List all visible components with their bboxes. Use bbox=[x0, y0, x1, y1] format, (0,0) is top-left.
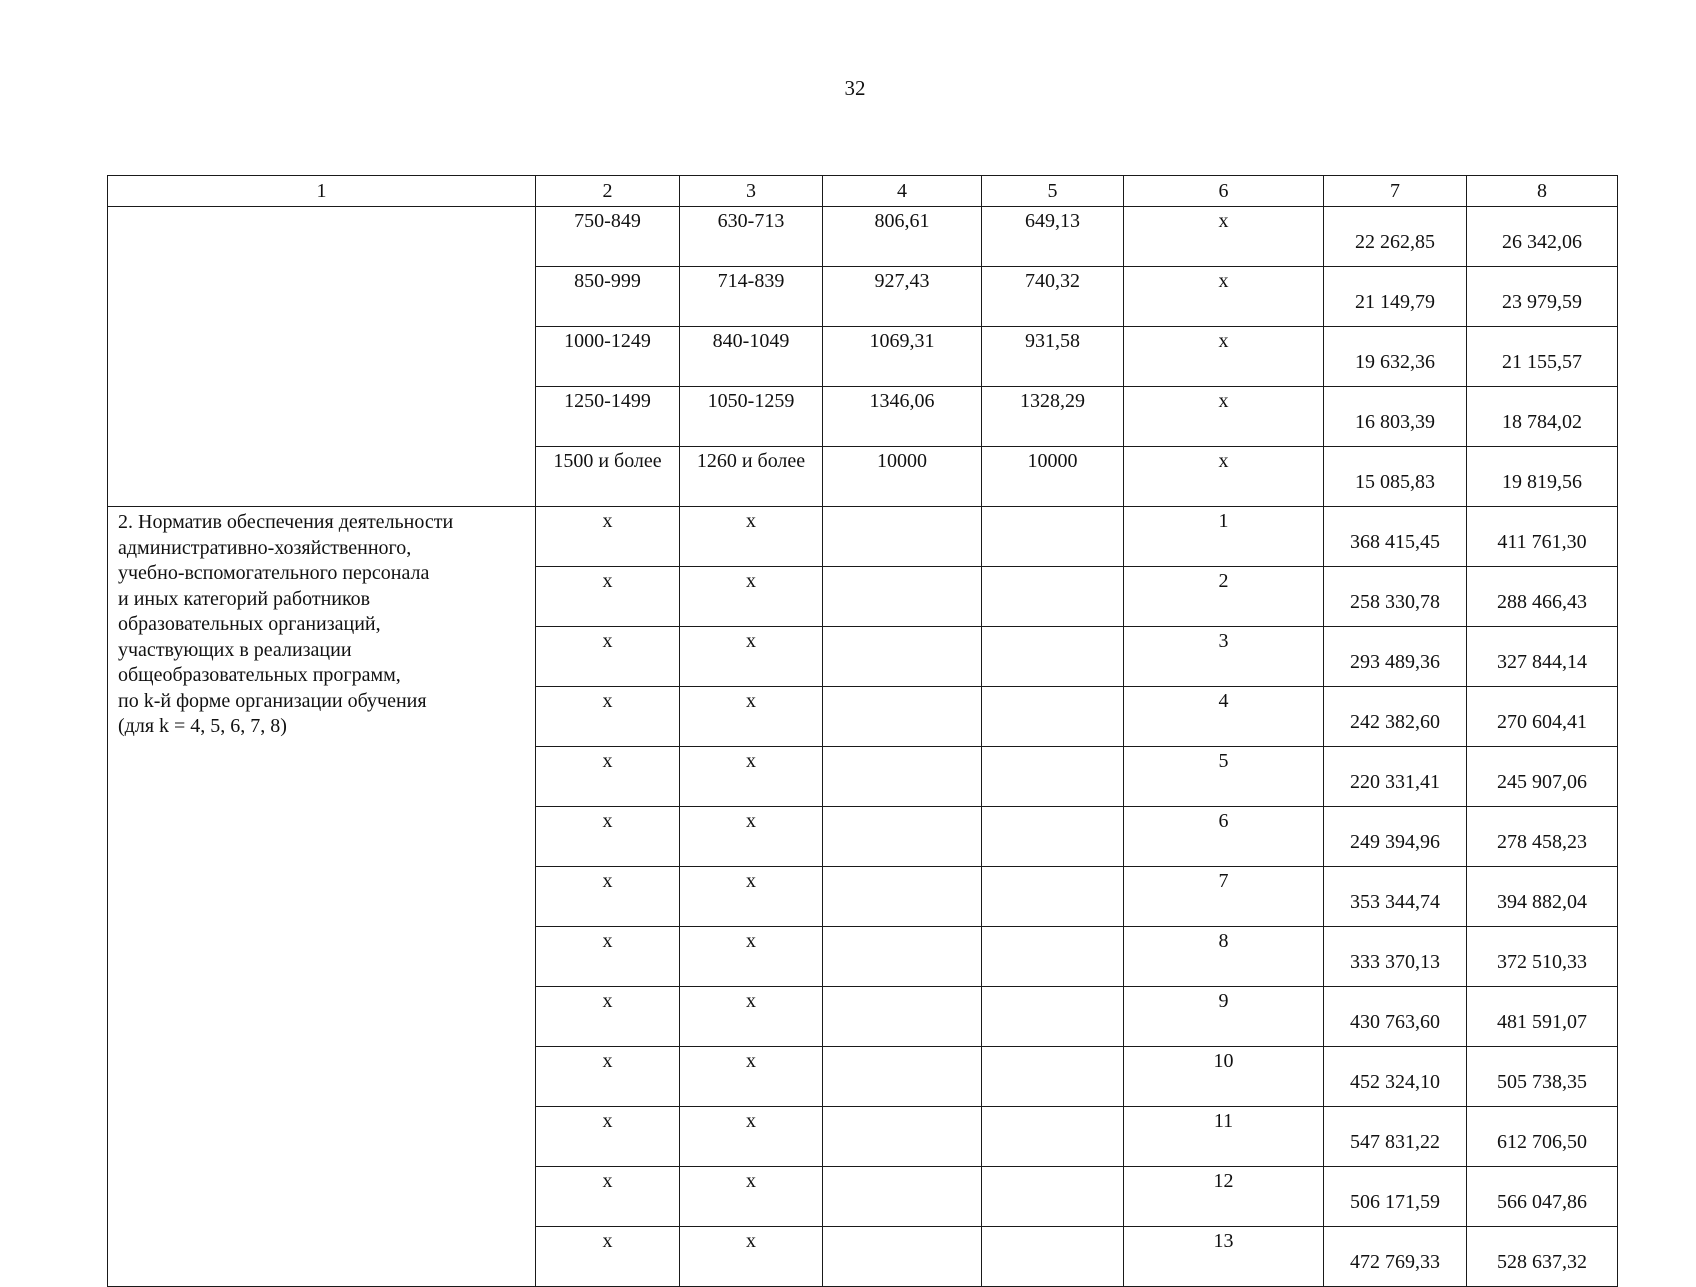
table-cell-col7: 452 324,10 bbox=[1324, 1047, 1467, 1107]
table-cell-col2: 1250-1499 bbox=[536, 387, 680, 447]
table-cell-col3: x bbox=[680, 987, 823, 1047]
table-cell-col7: 547 831,22 bbox=[1324, 1107, 1467, 1167]
table-cell-col4 bbox=[823, 1047, 982, 1107]
table-cell-col2: x bbox=[536, 507, 680, 567]
group2-label-line: 2. Норматив обеспечения деятельности bbox=[118, 511, 454, 533]
table-cell-col8: 26 342,06 bbox=[1467, 207, 1618, 267]
table-cell-col6: x bbox=[1124, 207, 1324, 267]
table-cell-col3: x bbox=[680, 747, 823, 807]
table-cell-col4 bbox=[823, 507, 982, 567]
table-cell-col4 bbox=[823, 627, 982, 687]
table-cell-col8: 372 510,33 bbox=[1467, 927, 1618, 987]
table-cell-col4 bbox=[823, 747, 982, 807]
table-cell-col6: 9 bbox=[1124, 987, 1324, 1047]
table-cell-col5: 649,13 bbox=[982, 207, 1124, 267]
table-cell-col3: 630-713 bbox=[680, 207, 823, 267]
table-cell-col4 bbox=[823, 807, 982, 867]
column-header-8: 8 bbox=[1467, 176, 1618, 207]
table-cell-col4: 927,43 bbox=[823, 267, 982, 327]
table-cell-col6: x bbox=[1124, 447, 1324, 507]
table-cell-col5: 931,58 bbox=[982, 327, 1124, 387]
table-cell-col5 bbox=[982, 567, 1124, 627]
table-cell-col4 bbox=[823, 927, 982, 987]
table-cell-col2: x bbox=[536, 687, 680, 747]
table-cell-col2: x bbox=[536, 807, 680, 867]
table-header-row bbox=[108, 176, 1618, 207]
table-cell-col6: 10 bbox=[1124, 1047, 1324, 1107]
table-cell-col2: x bbox=[536, 867, 680, 927]
table-cell-col8: 18 784,02 bbox=[1467, 387, 1618, 447]
table-cell-col2: x bbox=[536, 567, 680, 627]
table-cell-col4: 1069,31 bbox=[823, 327, 982, 387]
table-cell-col4: 10000 bbox=[823, 447, 982, 507]
table-cell-col6: 3 bbox=[1124, 627, 1324, 687]
table-cell-col7: 333 370,13 bbox=[1324, 927, 1467, 987]
group1-label bbox=[108, 207, 536, 507]
table-cell-col6: 5 bbox=[1124, 747, 1324, 807]
table-cell-col4 bbox=[823, 987, 982, 1047]
table-cell-col2: x bbox=[536, 927, 680, 987]
table-cell-col7: 472 769,33 bbox=[1324, 1227, 1467, 1287]
table-cell-col3: x bbox=[680, 1107, 823, 1167]
table-cell-col8: 505 738,35 bbox=[1467, 1047, 1618, 1107]
column-header-1: 1 bbox=[108, 176, 536, 207]
table-cell-col8: 270 604,41 bbox=[1467, 687, 1618, 747]
table-cell-col4 bbox=[823, 1107, 982, 1167]
table-cell-col4: 1346,06 bbox=[823, 387, 982, 447]
table-cell-col3: x bbox=[680, 1167, 823, 1227]
table-cell-col5 bbox=[982, 1047, 1124, 1107]
table-cell-col7: 220 331,41 bbox=[1324, 747, 1467, 807]
table-cell-col4 bbox=[823, 1227, 982, 1287]
table-cell-col7: 22 262,85 bbox=[1324, 207, 1467, 267]
table-cell-col7: 21 149,79 bbox=[1324, 267, 1467, 327]
table-cell-col5 bbox=[982, 747, 1124, 807]
column-header-2: 2 bbox=[536, 176, 680, 207]
table-row bbox=[108, 207, 1618, 267]
table-cell-col3: 714-839 bbox=[680, 267, 823, 327]
table-cell-col7: 293 489,36 bbox=[1324, 627, 1467, 687]
data-table bbox=[107, 175, 1618, 1287]
table-cell-col7: 242 382,60 bbox=[1324, 687, 1467, 747]
table-cell-col3: x bbox=[680, 1047, 823, 1107]
column-header-5: 5 bbox=[982, 176, 1124, 207]
table-cell-col8: 288 466,43 bbox=[1467, 567, 1618, 627]
table-cell-col8: 21 155,57 bbox=[1467, 327, 1618, 387]
table-cell-col5 bbox=[982, 987, 1124, 1047]
table-cell-col5 bbox=[982, 867, 1124, 927]
table-cell-col2: x bbox=[536, 1107, 680, 1167]
table-cell-col5 bbox=[982, 1167, 1124, 1227]
group2-label-line: по k-й форме организации обучения bbox=[118, 689, 427, 712]
column-header-6: 6 bbox=[1124, 176, 1324, 207]
table-cell-col6: 11 bbox=[1124, 1107, 1324, 1167]
table-cell-col8: 327 844,14 bbox=[1467, 627, 1618, 687]
table-cell-col2: x bbox=[536, 1167, 680, 1227]
table-cell-col8: 278 458,23 bbox=[1467, 807, 1618, 867]
group2-label-line: и иных категорий работников bbox=[118, 587, 371, 610]
table-cell-col8: 394 882,04 bbox=[1467, 867, 1618, 927]
table-cell-col7: 430 763,60 bbox=[1324, 987, 1467, 1047]
table-cell-col2: x bbox=[536, 1047, 680, 1107]
table-cell-col5 bbox=[982, 687, 1124, 747]
group2-label-line: общеобразовательных программ, bbox=[118, 664, 401, 686]
table-cell-col3: x bbox=[680, 867, 823, 927]
table-cell-col3: x bbox=[680, 807, 823, 867]
table-cell-col7: 249 394,96 bbox=[1324, 807, 1467, 867]
table-cell-col6: 4 bbox=[1124, 687, 1324, 747]
table-cell-col2: x bbox=[536, 1227, 680, 1287]
table-cell-col6: 6 bbox=[1124, 807, 1324, 867]
table-cell-col5 bbox=[982, 1227, 1124, 1287]
table-cell-col7: 16 803,39 bbox=[1324, 387, 1467, 447]
table-body bbox=[108, 176, 1618, 1287]
table-cell-col7: 19 632,36 bbox=[1324, 327, 1467, 387]
table-cell-col6: x bbox=[1124, 387, 1324, 447]
group2-label-line: образовательных организаций, bbox=[118, 613, 381, 635]
table-cell-col3: 840-1049 bbox=[680, 327, 823, 387]
table-cell-col3: x bbox=[680, 567, 823, 627]
table-cell-col2: 1500 и более bbox=[536, 447, 680, 507]
table-cell-col4: 806,61 bbox=[823, 207, 982, 267]
table-cell-col8: 19 819,56 bbox=[1467, 447, 1618, 507]
table-cell-col6: 13 bbox=[1124, 1227, 1324, 1287]
table-cell-col4 bbox=[823, 687, 982, 747]
table-cell-col2: 750-849 bbox=[536, 207, 680, 267]
table-cell-col6: x bbox=[1124, 327, 1324, 387]
table-cell-col7: 258 330,78 bbox=[1324, 567, 1467, 627]
table-cell-col6: 8 bbox=[1124, 927, 1324, 987]
table-cell-col7: 353 344,74 bbox=[1324, 867, 1467, 927]
table-cell-col3: 1050-1259 bbox=[680, 387, 823, 447]
table-row bbox=[108, 507, 1618, 567]
table-cell-col6: 7 bbox=[1124, 867, 1324, 927]
table-cell-col8: 481 591,07 bbox=[1467, 987, 1618, 1047]
table-cell-col8: 245 907,06 bbox=[1467, 747, 1618, 807]
table-cell-col5 bbox=[982, 927, 1124, 987]
table-cell-col3: x bbox=[680, 1227, 823, 1287]
table-cell-col8: 411 761,30 bbox=[1467, 507, 1618, 567]
table-cell-col5 bbox=[982, 627, 1124, 687]
group2-label-line: участвующих в реализации bbox=[118, 638, 352, 661]
table-cell-col6: 2 bbox=[1124, 567, 1324, 627]
group2-label bbox=[108, 507, 536, 1287]
group2-label-line: учебно-вспомогательного персонала bbox=[118, 562, 430, 584]
table-cell-col5: 740,32 bbox=[982, 267, 1124, 327]
table-cell-col5: 1328,29 bbox=[982, 387, 1124, 447]
table-cell-col4 bbox=[823, 567, 982, 627]
page-number: 32 bbox=[844, 76, 866, 100]
table-cell-col5 bbox=[982, 1107, 1124, 1167]
table-cell-col3: x bbox=[680, 627, 823, 687]
table-cell-col2: x bbox=[536, 747, 680, 807]
table-cell-col8: 528 637,32 bbox=[1467, 1227, 1618, 1287]
table-cell-col7: 506 171,59 bbox=[1324, 1167, 1467, 1227]
table-cell-col2: 1000-1249 bbox=[536, 327, 680, 387]
table-cell-col6: x bbox=[1124, 267, 1324, 327]
table-cell-col8: 23 979,59 bbox=[1467, 267, 1618, 327]
table-cell-col5: 10000 bbox=[982, 447, 1124, 507]
table-cell-col7: 15 085,83 bbox=[1324, 447, 1467, 507]
table-cell-col7: 368 415,45 bbox=[1324, 507, 1467, 567]
table-cell-col4 bbox=[823, 867, 982, 927]
table-cell-col3: x bbox=[680, 687, 823, 747]
table-cell-col6: 1 bbox=[1124, 507, 1324, 567]
column-header-3: 3 bbox=[680, 176, 823, 207]
table-cell-col5 bbox=[982, 507, 1124, 567]
table-cell-col3: 1260 и более bbox=[680, 447, 823, 507]
table-cell-col2: x bbox=[536, 627, 680, 687]
table-cell-col3: x bbox=[680, 507, 823, 567]
group2-label-line: (для k = 4, 5, 6, 7, 8) bbox=[118, 715, 287, 737]
table-cell-col8: 612 706,50 bbox=[1467, 1107, 1618, 1167]
table-cell-col3: x bbox=[680, 927, 823, 987]
group2-label-line: административно-хозяйственного, bbox=[118, 536, 412, 559]
table-cell-col6: 12 bbox=[1124, 1167, 1324, 1227]
table-cell-col5 bbox=[982, 807, 1124, 867]
table-cell-col2: 850-999 bbox=[536, 267, 680, 327]
table-cell-col8: 566 047,86 bbox=[1467, 1167, 1618, 1227]
table-cell-col2: x bbox=[536, 987, 680, 1047]
table-cell-col4 bbox=[823, 1167, 982, 1227]
column-header-7: 7 bbox=[1324, 176, 1467, 207]
column-header-4: 4 bbox=[823, 176, 982, 207]
